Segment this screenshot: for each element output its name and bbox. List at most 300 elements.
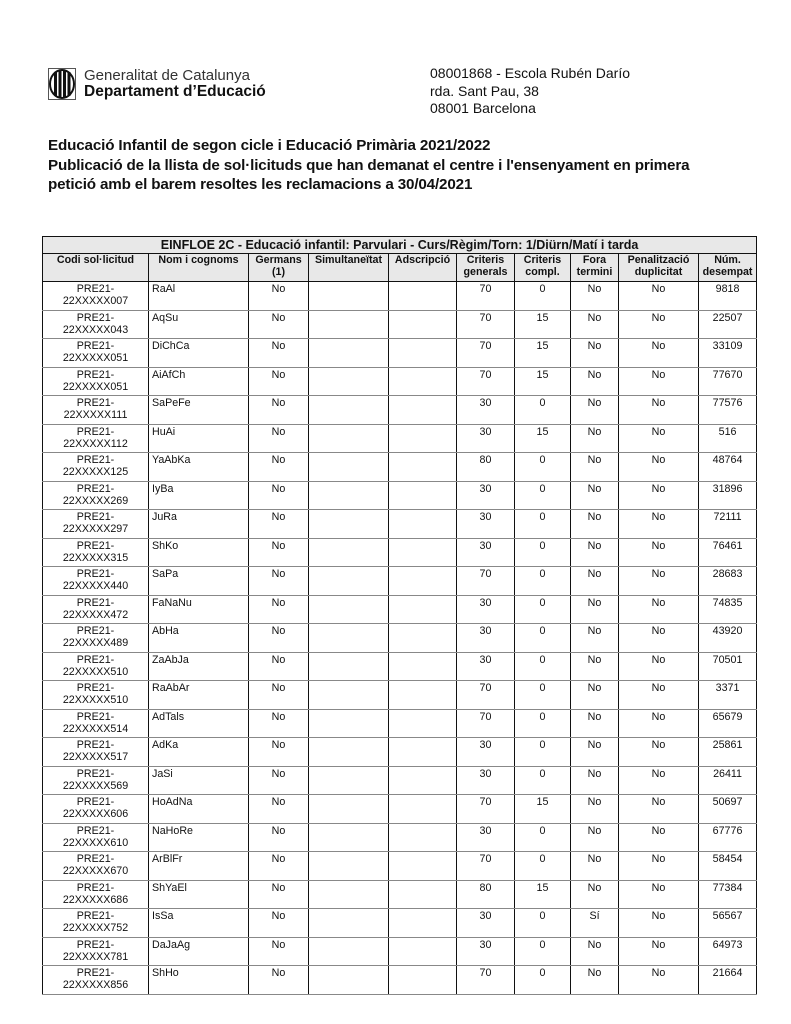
cell-penalitzacio: No [619,339,699,368]
cell-adscripcio [389,367,457,396]
code-prefix: PRE21- [76,796,115,808]
cell-criteris-compl: 15 [515,424,571,453]
cell-criteris-compl: 0 [515,709,571,738]
cell-germans: No [249,937,309,966]
cell-criteris-compl: 15 [515,339,571,368]
code-suffix: 22XXXXX517 [62,751,129,764]
table-row [43,766,757,795]
cell-germans: No [249,595,309,624]
code-suffix: 22XXXXX670 [62,865,129,878]
applications-table [42,236,757,995]
cell-fora-termini: No [571,282,619,311]
cell-germans: No [249,852,309,881]
cell-nom: HuAi [149,424,249,453]
code-suffix: 22XXXXX269 [62,494,129,507]
cell-adscripcio [389,538,457,567]
cell-germans: No [249,766,309,795]
cell-criteris-generals: 30 [457,624,515,653]
cell-codi [43,538,149,567]
code-prefix: PRE21- [76,853,115,865]
code-prefix: PRE21- [76,511,115,523]
cell-fora-termini: No [571,795,619,824]
cell-criteris-compl: 0 [515,681,571,710]
code-prefix: PRE21- [76,368,115,381]
table-body [43,282,757,995]
cell-desempat: 70501 [699,652,757,681]
cell-nom: ShHo [149,966,249,995]
header-label-line1: Criteris [523,254,562,266]
header-label-line1: Simultaneïtat [314,254,383,266]
code-suffix: 22XXXXX856 [62,979,129,992]
cell-penalitzacio: No [619,937,699,966]
cell-criteris-compl: 0 [515,652,571,681]
table-caption: EINFLOE 2C - Educació infantil: Parvulari - Curs/Règim/Torn: 1/Diürn/Matí i tarda [43,237,757,254]
cell-desempat: 77576 [699,396,757,425]
header-label-line2: generals [463,265,508,278]
table-row [43,966,757,995]
cell-simultaneitat [309,738,389,767]
cell-germans: No [249,453,309,482]
code-suffix: 22XXXXX510 [62,694,129,707]
cell-adscripcio [389,567,457,596]
cell-criteris-compl: 0 [515,966,571,995]
code-prefix: PRE21- [76,311,115,324]
cell-criteris-generals: 70 [457,567,515,596]
header-label-line1: Germans [255,254,302,266]
cell-desempat: 31896 [699,481,757,510]
cell-codi [43,880,149,909]
cell-simultaneitat [309,909,389,938]
cell-criteris-compl: 0 [515,595,571,624]
cell-fora-termini: No [571,681,619,710]
cell-germans: No [249,624,309,653]
cell-codi [43,909,149,938]
cell-nom: IyBa [149,481,249,510]
cell-criteris-compl: 0 [515,937,571,966]
cell-penalitzacio: No [619,282,699,311]
cell-simultaneitat [309,709,389,738]
cell-germans: No [249,909,309,938]
cell-nom: SaPa [149,567,249,596]
cell-simultaneitat [309,795,389,824]
cell-penalitzacio: No [619,966,699,995]
cell-simultaneitat [309,652,389,681]
code-suffix: 22XXXXX125 [62,466,129,479]
heading-line-1: Educació Infantil de segon cicle i Educació Primària 2021/2022 [48,137,491,154]
cell-criteris-compl: 0 [515,624,571,653]
cell-nom: HoAdNa [149,795,249,824]
col-criteris-generals-header [457,254,515,282]
cell-penalitzacio: No [619,367,699,396]
school-address: rda. Sant Pau, 38 [430,82,539,99]
cell-codi [43,481,149,510]
cell-criteris-compl: 15 [515,795,571,824]
table-row [43,282,757,311]
col-adscripcio-header [389,254,457,282]
cell-codi [43,595,149,624]
cell-germans: No [249,510,309,539]
cell-criteris-generals: 30 [457,823,515,852]
cell-criteris-compl: 15 [515,880,571,909]
cell-criteris-generals: 30 [457,937,515,966]
cell-germans: No [249,481,309,510]
code-prefix: PRE21- [76,824,115,837]
table-row [43,396,757,425]
cell-adscripcio [389,937,457,966]
cell-desempat: 72111 [699,510,757,539]
cell-desempat: 21664 [699,966,757,995]
cell-adscripcio [389,624,457,653]
cell-criteris-compl: 0 [515,567,571,596]
school-info [430,65,630,118]
cell-adscripcio [389,909,457,938]
cell-simultaneitat [309,823,389,852]
code-prefix: PRE21- [76,739,115,751]
code-suffix: 22XXXXX297 [62,523,129,536]
cell-fora-termini: No [571,937,619,966]
cell-adscripcio [389,282,457,311]
cell-codi [43,424,149,453]
cell-germans: No [249,538,309,567]
code-prefix: PRE21- [76,283,115,295]
cell-criteris-generals: 70 [457,339,515,368]
cell-germans: No [249,795,309,824]
code-prefix: PRE21- [76,482,115,495]
cell-criteris-compl: 0 [515,738,571,767]
cell-criteris-generals: 70 [457,367,515,396]
cell-germans: No [249,738,309,767]
code-suffix: 22XXXXX686 [62,893,129,906]
cell-codi [43,339,149,368]
cell-fora-termini: No [571,339,619,368]
table-header-row [43,254,757,282]
cell-nom: RaAbAr [149,681,249,710]
cell-desempat: 64973 [699,937,757,966]
cell-penalitzacio: No [619,567,699,596]
cell-criteris-compl: 0 [515,852,571,881]
cell-penalitzacio: No [619,624,699,653]
cell-desempat: 516 [699,424,757,453]
cell-criteris-generals: 80 [457,453,515,482]
cell-codi [43,795,149,824]
cell-fora-termini: No [571,367,619,396]
cell-adscripcio [389,595,457,624]
cell-criteris-generals: 30 [457,510,515,539]
cell-fora-termini: No [571,652,619,681]
table-row [43,481,757,510]
cell-adscripcio [389,681,457,710]
col-fora-termini-header [571,254,619,282]
table-row [43,823,757,852]
school-name: 08001868 - Escola Rubén Darío [430,65,631,81]
cell-codi [43,709,149,738]
cell-criteris-generals: 30 [457,424,515,453]
cell-adscripcio [389,795,457,824]
code-prefix: PRE21- [76,682,115,694]
cell-simultaneitat [309,567,389,596]
cell-nom: YaAbKa [149,453,249,482]
header-label-line2: termini [576,265,613,278]
cell-nom: NaHoRe [149,823,249,852]
table-row [43,339,757,368]
cell-germans: No [249,396,309,425]
cell-adscripcio [389,310,457,339]
table-row [43,738,757,767]
cell-codi [43,652,149,681]
cell-criteris-generals: 70 [457,282,515,311]
cell-fora-termini: No [571,510,619,539]
cell-codi [43,367,149,396]
cell-penalitzacio: No [619,738,699,767]
header-label-line1: Núm. [714,254,741,266]
cell-criteris-compl: 0 [515,510,571,539]
cell-nom: FaNaNu [149,595,249,624]
table-row [43,595,757,624]
cell-germans: No [249,367,309,396]
header-label-line2: desempat [702,265,753,278]
cell-penalitzacio: No [619,909,699,938]
code-prefix: PRE21- [76,397,115,409]
cell-desempat: 33109 [699,339,757,368]
cell-fora-termini: No [571,567,619,596]
cell-penalitzacio: No [619,709,699,738]
cell-simultaneitat [309,538,389,567]
cell-criteris-generals: 70 [457,852,515,881]
cell-penalitzacio: No [619,681,699,710]
cell-germans: No [249,424,309,453]
cell-simultaneitat [309,624,389,653]
cell-fora-termini: No [571,396,619,425]
cell-fora-termini: No [571,823,619,852]
cell-criteris-generals: 70 [457,310,515,339]
cell-codi [43,738,149,767]
cell-codi [43,396,149,425]
code-prefix: PRE21- [76,910,115,922]
cell-penalitzacio: No [619,424,699,453]
table-row [43,510,757,539]
code-prefix: PRE21- [76,596,115,609]
cell-germans: No [249,709,309,738]
cell-desempat: 77384 [699,880,757,909]
cell-nom: ZaAbJa [149,652,249,681]
cell-penalitzacio: No [619,481,699,510]
table-row [43,909,757,938]
cell-germans: No [249,966,309,995]
cell-codi [43,852,149,881]
cell-desempat: 50697 [699,795,757,824]
cell-simultaneitat [309,310,389,339]
code-prefix: PRE21- [76,767,115,780]
cell-adscripcio [389,510,457,539]
cell-desempat: 43920 [699,624,757,653]
cell-germans: No [249,681,309,710]
cell-nom: AdTals [149,709,249,738]
code-suffix: 22XXXXX569 [62,779,129,792]
cell-penalitzacio: No [619,453,699,482]
cell-codi [43,681,149,710]
school-city: 08001 Barcelona [430,100,536,116]
code-suffix: 22XXXXX440 [62,580,129,593]
cell-desempat: 58454 [699,852,757,881]
cell-germans: No [249,339,309,368]
cell-simultaneitat [309,282,389,311]
cell-adscripcio [389,823,457,852]
cell-criteris-compl: 0 [515,282,571,311]
cell-criteris-compl: 0 [515,909,571,938]
code-suffix: 22XXXXX472 [62,608,129,621]
cell-simultaneitat [309,595,389,624]
cell-fora-termini: Sí [571,909,619,938]
header-label-line2: (1) [271,265,286,278]
code-prefix: PRE21- [76,625,115,637]
code-suffix: 22XXXXX610 [62,836,129,849]
col-simultaneitat-header [309,254,389,282]
cell-criteris-generals: 70 [457,966,515,995]
cell-fora-termini: No [571,738,619,767]
cell-criteris-generals: 30 [457,396,515,425]
header-label-line1: Nom i cognoms [158,254,239,266]
cell-desempat: 74835 [699,595,757,624]
table-row [43,795,757,824]
table-row [43,709,757,738]
cell-fora-termini: No [571,966,619,995]
code-suffix: 22XXXXX781 [62,950,129,963]
cell-criteris-compl: 0 [515,538,571,567]
cell-fora-termini: No [571,481,619,510]
col-germans-header [249,254,309,282]
cell-fora-termini: No [571,766,619,795]
cell-nom: DiChCa [149,339,249,368]
table-row [43,567,757,596]
cell-simultaneitat [309,766,389,795]
cell-germans: No [249,880,309,909]
code-suffix: 22XXXXX051 [62,380,129,393]
col-desempat-header [699,254,757,282]
code-suffix: 22XXXXX514 [62,722,129,735]
cell-fora-termini: No [571,595,619,624]
cell-adscripcio [389,738,457,767]
cell-codi [43,966,149,995]
cell-criteris-generals: 70 [457,795,515,824]
cell-codi [43,282,149,311]
cell-germans: No [249,567,309,596]
cell-desempat: 26411 [699,766,757,795]
generalitat-logo [48,68,266,100]
cell-fora-termini: No [571,852,619,881]
cell-codi [43,766,149,795]
table-row [43,681,757,710]
cell-fora-termini: No [571,709,619,738]
generalitat-emblem-icon [48,68,76,100]
applications-table-container [42,236,756,995]
cell-criteris-compl: 0 [515,823,571,852]
header-label-line1: Penalització [627,254,690,266]
cell-simultaneitat [309,880,389,909]
cell-nom: ArBlFr [149,852,249,881]
table-row [43,880,757,909]
table-row [43,310,757,339]
cell-simultaneitat [309,966,389,995]
cell-penalitzacio: No [619,766,699,795]
cell-codi [43,624,149,653]
cell-nom: AiAfCh [149,367,249,396]
code-prefix: PRE21- [76,454,115,466]
table-row [43,852,757,881]
cell-desempat: 28683 [699,567,757,596]
cell-desempat: 76461 [699,538,757,567]
cell-criteris-generals: 30 [457,909,515,938]
cell-criteris-generals: 30 [457,595,515,624]
cell-simultaneitat [309,453,389,482]
table-row [43,453,757,482]
logo-line-generalitat: Generalitat de Catalunya [84,67,250,84]
cell-adscripcio [389,709,457,738]
header-label-line1: Criteris [466,254,505,266]
code-suffix: 22XXXXX752 [62,922,129,935]
cell-fora-termini: No [571,310,619,339]
code-suffix: 22XXXXX510 [62,665,129,678]
cell-criteris-compl: 0 [515,766,571,795]
cell-codi [43,510,149,539]
cell-desempat: 3371 [699,681,757,710]
cell-germans: No [249,282,309,311]
cell-criteris-generals: 30 [457,481,515,510]
cell-adscripcio [389,339,457,368]
code-suffix: 22XXXXX606 [62,808,129,821]
cell-nom: ShKo [149,538,249,567]
cell-adscripcio [389,880,457,909]
table-row [43,538,757,567]
cell-penalitzacio: No [619,538,699,567]
cell-nom: AqSu [149,310,249,339]
cell-adscripcio [389,652,457,681]
cell-simultaneitat [309,481,389,510]
cell-adscripcio [389,424,457,453]
heading-line-2: Publicació de la llista de sol·licituds que han demanat el centre i l'ensenyament en primera [48,156,690,174]
document-heading [48,136,768,195]
cell-simultaneitat [309,510,389,539]
cell-codi [43,567,149,596]
cell-desempat: 25861 [699,738,757,767]
cell-desempat: 67776 [699,823,757,852]
cell-criteris-compl: 0 [515,481,571,510]
cell-nom: ShYaEl [149,880,249,909]
code-prefix: PRE21- [76,568,115,580]
cell-penalitzacio: No [619,510,699,539]
cell-penalitzacio: No [619,795,699,824]
cell-nom: AbHa [149,624,249,653]
code-suffix: 22XXXXX111 [63,409,128,422]
cell-penalitzacio: No [619,652,699,681]
code-prefix: PRE21- [76,539,115,552]
cell-desempat: 65679 [699,709,757,738]
cell-criteris-generals: 70 [457,709,515,738]
code-prefix: PRE21- [76,340,115,352]
cell-penalitzacio: No [619,880,699,909]
cell-desempat: 77670 [699,367,757,396]
cell-germans: No [249,823,309,852]
cell-nom: AdKa [149,738,249,767]
cell-penalitzacio: No [619,852,699,881]
cell-adscripcio [389,852,457,881]
cell-criteris-compl: 0 [515,453,571,482]
cell-penalitzacio: No [619,310,699,339]
cell-fora-termini: No [571,538,619,567]
cell-criteris-generals: 30 [457,766,515,795]
col-nom-header [149,254,249,282]
cell-criteris-compl: 15 [515,367,571,396]
code-suffix: 22XXXXX051 [62,352,129,365]
